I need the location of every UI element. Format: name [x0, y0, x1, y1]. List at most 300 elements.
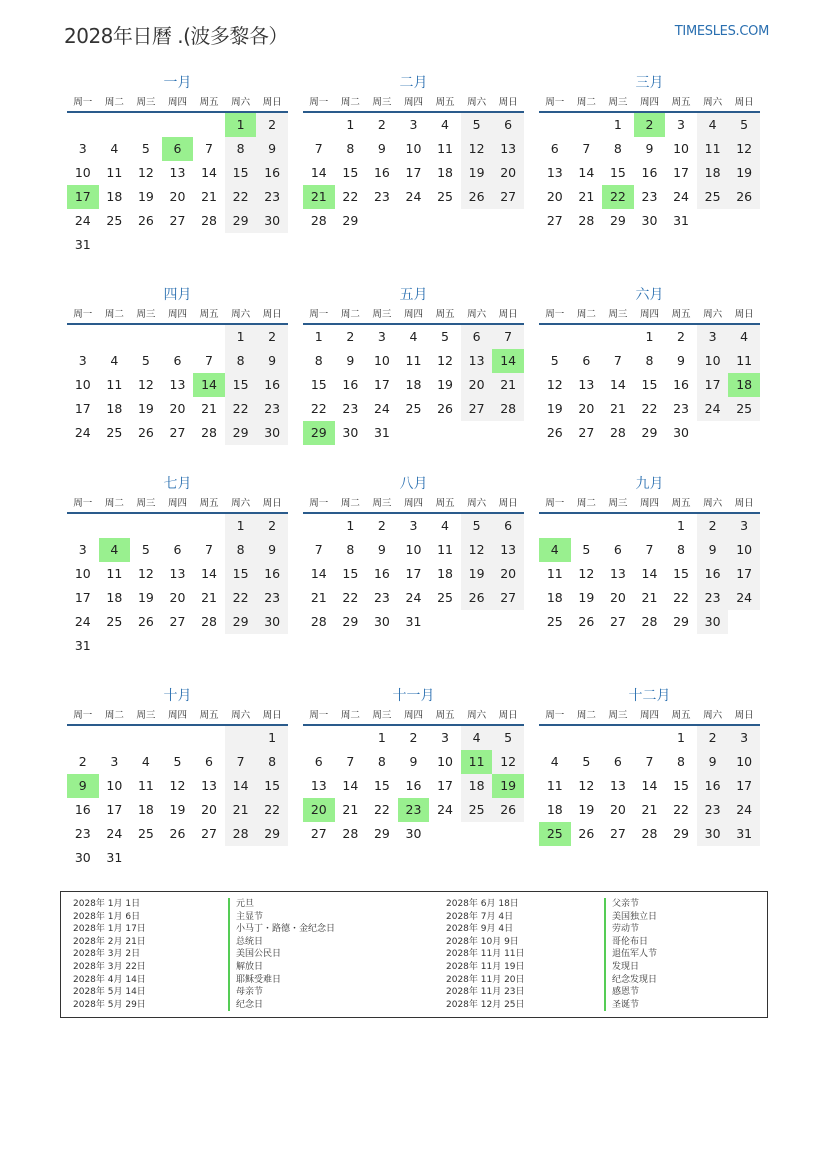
weekday-label: 周日: [498, 309, 518, 320]
holiday-day-cell: 1: [225, 113, 257, 137]
day-cell: 1: [346, 518, 355, 533]
empty-cell: [225, 726, 257, 750]
day-cell: 27: [169, 425, 186, 440]
day-cell: 25: [437, 590, 453, 605]
holiday-day-cell: 25: [539, 822, 571, 846]
day-cell: 11: [546, 778, 563, 793]
day-cell: 6: [492, 113, 524, 137]
day-cell: 24: [673, 189, 689, 204]
day-cell: 26: [137, 213, 154, 228]
day-cell: 15: [673, 778, 689, 793]
day-cell: 22: [673, 590, 689, 605]
weekday-label: 周五: [671, 309, 691, 320]
weekday-label: 周一: [73, 710, 93, 721]
day-cell: 7: [582, 141, 591, 156]
weekday-label: 周五: [199, 97, 219, 108]
day-cell: 26: [578, 826, 595, 841]
day-cell: 20: [169, 401, 186, 416]
weekday-header: [303, 307, 524, 325]
weekday-header: [67, 95, 288, 113]
weekday-label: 周四: [167, 309, 187, 320]
holiday-name: 发现日: [604, 961, 657, 974]
day-cell: 16: [373, 165, 390, 180]
weekday-label: 周五: [199, 309, 219, 320]
day-cell: 25: [405, 401, 422, 416]
day-cell: 16: [256, 161, 288, 185]
weekday-label: 周二: [576, 309, 596, 320]
month-name: 七月: [163, 476, 192, 492]
day-cell: 30: [697, 610, 729, 634]
day-cell: 14: [201, 165, 217, 180]
weekday-label: 周二: [104, 498, 124, 509]
day-cell: 20: [169, 189, 186, 204]
day-cell: 25: [728, 397, 760, 421]
day-cell: 13: [546, 165, 563, 180]
day-cell: 23: [342, 401, 359, 416]
day-cell: 24: [106, 826, 123, 841]
month-name: 三月: [635, 75, 664, 91]
day-cell: 23: [74, 826, 91, 841]
day-cell: 27: [169, 614, 186, 629]
weekday-label: 周五: [435, 309, 455, 320]
day-cell: 20: [169, 590, 186, 605]
weekday-label: 周三: [372, 710, 392, 721]
weekday-label: 周二: [340, 498, 360, 509]
day-cell: 4: [409, 329, 418, 344]
day-cell: 19: [578, 802, 595, 817]
month-block: [303, 686, 524, 846]
empty-cell: [162, 726, 194, 750]
day-cell: 28: [310, 213, 327, 228]
day-cell: 3: [78, 542, 87, 557]
day-cell: 17: [74, 401, 91, 416]
empty-cell: [130, 514, 162, 538]
day-cell: 4: [110, 141, 119, 156]
day-cell: 16: [74, 802, 91, 817]
holiday-name: 总统日: [228, 936, 335, 949]
holiday-name: 美国公民日: [228, 948, 335, 961]
holiday-day-cell: 19: [492, 774, 524, 798]
day-cell: 8: [225, 137, 257, 161]
weekday-label: 周三: [136, 309, 156, 320]
month-block: [303, 474, 524, 634]
empty-cell: [130, 726, 162, 750]
day-cell: 26: [578, 614, 595, 629]
day-cell: 15: [225, 562, 257, 586]
holiday-name: 耶稣受难日: [228, 974, 335, 987]
day-cell: 28: [578, 213, 595, 228]
day-cell: 4: [461, 726, 493, 750]
day-cell: 29: [225, 421, 257, 445]
day-cell: 30: [342, 425, 359, 440]
empty-cell: [193, 514, 225, 538]
empty-cell: [67, 726, 99, 750]
day-cell: 27: [492, 185, 524, 209]
weekday-label: 周六: [467, 710, 487, 721]
day-cell: 12: [137, 165, 154, 180]
weekday-label: 周一: [545, 710, 565, 721]
weekday-label: 周三: [136, 498, 156, 509]
weekday-label: 周二: [104, 97, 124, 108]
weekday-label: 周一: [545, 498, 565, 509]
day-cell: 3: [409, 117, 418, 132]
holiday-day-cell: 20: [303, 798, 335, 822]
holiday-name: 纪念发现日: [604, 974, 657, 987]
day-cell: 13: [169, 566, 186, 581]
day-cell: 11: [106, 377, 123, 392]
day-cell: 17: [673, 165, 689, 180]
weekday-header: [67, 708, 288, 726]
day-cell: 18: [437, 165, 453, 180]
day-cell: 28: [492, 397, 524, 421]
day-cell: 15: [609, 165, 626, 180]
day-cell: 3: [441, 730, 449, 745]
weekday-label: 周日: [262, 710, 282, 721]
day-cell: 21: [641, 590, 658, 605]
day-cell: 7: [346, 754, 355, 769]
day-cell: 5: [461, 514, 493, 538]
day-grid: [539, 514, 760, 634]
empty-cell: [303, 514, 335, 538]
holiday-name: 主显节: [228, 911, 335, 924]
day-cell: 10: [74, 377, 91, 392]
day-cell: 10: [106, 778, 123, 793]
day-cell: 13: [609, 778, 626, 793]
weekday-label: 周日: [262, 97, 282, 108]
day-cell: 26: [437, 401, 453, 416]
day-cell: 6: [173, 353, 182, 368]
day-cell: 6: [582, 353, 591, 368]
day-cell: 27: [609, 826, 626, 841]
day-cell: 23: [256, 397, 288, 421]
month-block: [539, 285, 760, 445]
weekday-label: 周四: [167, 97, 187, 108]
day-cell: 17: [106, 802, 123, 817]
weekday-label: 周一: [73, 97, 93, 108]
day-cell: 27: [169, 213, 186, 228]
day-cell: 2: [697, 514, 729, 538]
day-cell: 17: [437, 778, 453, 793]
day-cell: 9: [377, 542, 386, 557]
day-cell: 7: [205, 542, 213, 557]
empty-cell: [193, 325, 225, 349]
day-cell: 21: [201, 401, 217, 416]
day-cell: 24: [74, 213, 91, 228]
day-cell: 2: [377, 518, 386, 533]
day-cell: 24: [405, 590, 422, 605]
day-cell: 24: [74, 614, 91, 629]
day-cell: 11: [697, 137, 729, 161]
weekday-label: 周日: [734, 498, 754, 509]
day-cell: 24: [405, 189, 422, 204]
weekday-label: 周四: [403, 309, 423, 320]
day-cell: 4: [110, 353, 119, 368]
day-cell: 20: [461, 373, 493, 397]
weekday-label: 周一: [309, 498, 329, 509]
weekday-label: 周四: [167, 710, 187, 721]
day-cell: 30: [373, 614, 390, 629]
day-cell: 3: [728, 726, 760, 750]
holiday-name: 小马丁・路德・金纪念日: [228, 923, 335, 936]
holiday-name: 哥伦布日: [604, 936, 657, 949]
day-cell: 2: [256, 514, 288, 538]
holiday-date: 2028年 5月 29日: [73, 999, 146, 1010]
day-cell: 21: [225, 798, 257, 822]
day-cell: 30: [256, 209, 288, 233]
day-cell: 19: [137, 590, 154, 605]
day-cell: 4: [550, 754, 559, 769]
day-cell: 14: [310, 566, 327, 581]
day-cell: 13: [578, 377, 595, 392]
weekday-label: 周二: [104, 309, 124, 320]
day-cell: 8: [225, 538, 257, 562]
day-cell: 20: [609, 590, 626, 605]
empty-cell: [539, 726, 571, 750]
empty-cell: [67, 325, 99, 349]
day-cell: 1: [377, 730, 386, 745]
day-cell: 1: [256, 726, 288, 750]
day-cell: 12: [137, 566, 154, 581]
weekday-label: 周二: [340, 97, 360, 108]
day-cell: 6: [550, 141, 559, 156]
day-cell: 2: [409, 730, 418, 745]
day-cell: 18: [405, 377, 422, 392]
day-cell: 26: [461, 586, 493, 610]
day-cell: 4: [728, 325, 760, 349]
day-cell: 20: [492, 161, 524, 185]
day-cell: 29: [373, 826, 390, 841]
day-cell: 31: [74, 237, 91, 252]
day-cell: 18: [437, 566, 453, 581]
day-cell: 31: [728, 822, 760, 846]
day-cell: 25: [546, 614, 563, 629]
day-cell: 6: [314, 754, 323, 769]
day-cell: 22: [641, 401, 658, 416]
day-cell: 6: [173, 542, 182, 557]
day-cell: 29: [225, 610, 257, 634]
day-cell: 15: [342, 165, 359, 180]
day-cell: 13: [461, 349, 493, 373]
day-cell: 23: [697, 586, 729, 610]
day-cell: 1: [613, 117, 622, 132]
day-cell: 30: [641, 213, 658, 228]
day-cell: 19: [137, 189, 154, 204]
holiday-name: 感恩节: [604, 986, 657, 999]
day-cell: 27: [461, 397, 493, 421]
day-grid: [67, 726, 288, 870]
holiday-day-cell: 23: [398, 798, 430, 822]
day-cell: 11: [137, 778, 154, 793]
day-cell: 23: [641, 189, 658, 204]
empty-cell: [67, 514, 99, 538]
weekday-label: 周四: [639, 97, 659, 108]
weekday-label: 周五: [199, 498, 219, 509]
day-cell: 10: [373, 353, 390, 368]
day-cell: 8: [314, 353, 323, 368]
month-block: [67, 474, 288, 658]
holiday-name: 退伍军人节: [604, 948, 657, 961]
day-cell: 9: [256, 349, 288, 373]
day-cell: 8: [346, 141, 355, 156]
day-cell: 19: [578, 590, 595, 605]
day-cell: 4: [441, 518, 449, 533]
day-cell: 11: [106, 566, 123, 581]
day-cell: 10: [74, 566, 91, 581]
day-cell: 2: [677, 329, 685, 344]
weekday-label: 周五: [435, 710, 455, 721]
day-cell: 2: [256, 113, 288, 137]
weekday-label: 周一: [309, 97, 329, 108]
day-cell: 28: [201, 425, 217, 440]
holiday-date: 2028年 7月 4日: [446, 911, 514, 922]
day-cell: 23: [256, 185, 288, 209]
day-cell: 12: [137, 377, 154, 392]
empty-cell: [130, 325, 162, 349]
weekday-header: [539, 307, 760, 325]
weekday-label: 周五: [671, 710, 691, 721]
weekday-label: 周二: [576, 498, 596, 509]
day-cell: 26: [492, 798, 524, 822]
day-cell: 29: [641, 425, 658, 440]
day-cell: 25: [106, 425, 123, 440]
holiday-date: 2028年 11月 19日: [446, 961, 525, 972]
day-cell: 21: [201, 189, 217, 204]
day-cell: 6: [461, 325, 493, 349]
day-cell: 10: [405, 141, 422, 156]
holiday-day-cell: 14: [492, 349, 524, 373]
day-cell: 30: [256, 421, 288, 445]
day-grid: [539, 113, 760, 233]
day-cell: 1: [314, 329, 323, 344]
holiday-date: 2028年 4月 14日: [73, 974, 146, 985]
day-cell: 1: [346, 117, 355, 132]
day-cell: 13: [492, 538, 524, 562]
day-cell: 28: [201, 614, 217, 629]
day-cell: 9: [346, 353, 355, 368]
day-cell: 14: [641, 566, 658, 581]
empty-cell: [571, 726, 603, 750]
day-cell: 10: [437, 754, 453, 769]
day-cell: 30: [74, 850, 91, 865]
day-grid: [67, 113, 288, 257]
empty-cell: [99, 514, 131, 538]
day-cell: 24: [728, 586, 760, 610]
day-cell: 9: [697, 750, 729, 774]
day-cell: 18: [106, 590, 123, 605]
holiday-date: 2028年 3月 2日: [73, 949, 141, 960]
holiday-name: 美国独立日: [604, 911, 657, 924]
day-cell: 20: [578, 401, 595, 416]
day-cell: 15: [641, 377, 658, 392]
day-cell: 3: [697, 325, 729, 349]
day-grid: [303, 726, 524, 846]
weekday-label: 周四: [639, 498, 659, 509]
day-cell: 27: [310, 826, 327, 841]
day-cell: 12: [578, 778, 595, 793]
day-cell: 15: [225, 373, 257, 397]
day-cell: 17: [405, 566, 422, 581]
day-cell: 14: [342, 778, 359, 793]
month-name: 二月: [399, 75, 428, 91]
day-cell: 12: [461, 538, 493, 562]
day-cell: 29: [673, 614, 689, 629]
weekday-label: 周日: [498, 710, 518, 721]
weekday-label: 周六: [467, 498, 487, 509]
day-cell: 26: [546, 425, 563, 440]
weekday-label: 周日: [498, 498, 518, 509]
day-cell: 1: [677, 518, 685, 533]
day-cell: 31: [373, 425, 390, 440]
day-cell: 6: [492, 514, 524, 538]
day-cell: 3: [110, 754, 119, 769]
day-cell: 25: [697, 185, 729, 209]
month-name: 五月: [399, 287, 428, 303]
day-cell: 28: [641, 826, 658, 841]
holiday-date: 2028年 11月 20日: [446, 974, 525, 985]
weekday-label: 周五: [199, 710, 219, 721]
empty-cell: [602, 514, 634, 538]
day-cell: 18: [106, 189, 123, 204]
weekday-label: 周二: [576, 97, 596, 108]
weekday-header: [303, 708, 524, 726]
month-block: [539, 474, 760, 634]
empty-cell: [303, 113, 335, 137]
day-cell: 19: [137, 401, 154, 416]
weekday-label: 周六: [467, 309, 487, 320]
month-block: [67, 285, 288, 445]
holiday-day-cell: 11: [461, 750, 493, 774]
day-cell: 19: [461, 161, 493, 185]
empty-cell: [130, 113, 162, 137]
weekday-label: 周六: [231, 498, 251, 509]
empty-cell: [539, 325, 571, 349]
day-cell: 9: [256, 137, 288, 161]
month-name: 十二月: [628, 688, 671, 704]
holiday-dates-col-2: [446, 898, 525, 1011]
empty-cell: [634, 514, 666, 538]
day-cell: 28: [641, 614, 658, 629]
holiday-date: 2028年 12月 25日: [446, 999, 525, 1010]
day-cell: 8: [677, 754, 685, 769]
weekday-label: 周一: [73, 309, 93, 320]
day-cell: 3: [728, 514, 760, 538]
weekday-label: 周五: [671, 97, 691, 108]
day-cell: 29: [256, 822, 288, 846]
weekday-label: 周二: [576, 710, 596, 721]
day-cell: 30: [697, 822, 729, 846]
holiday-date: 2028年 3月 22日: [73, 961, 146, 972]
site-link[interactable]: TIMESLES.COM: [674, 24, 769, 39]
weekday-label: 周二: [340, 710, 360, 721]
day-cell: 8: [346, 542, 355, 557]
weekday-label: 周六: [703, 498, 723, 509]
day-cell: 16: [697, 774, 729, 798]
day-cell: 24: [437, 802, 453, 817]
day-cell: 13: [169, 377, 186, 392]
empty-cell: [193, 726, 225, 750]
day-cell: 5: [728, 113, 760, 137]
weekday-label: 周日: [498, 97, 518, 108]
day-cell: 8: [256, 750, 288, 774]
weekday-header: [539, 95, 760, 113]
weekday-label: 周三: [608, 498, 628, 509]
day-cell: 7: [205, 141, 213, 156]
holiday-day-cell: 18: [728, 373, 760, 397]
holiday-date: 2028年 10月 9日: [446, 936, 519, 947]
holiday-name: 圣诞节: [604, 999, 657, 1012]
day-cell: 3: [377, 329, 386, 344]
weekday-label: 周三: [608, 97, 628, 108]
